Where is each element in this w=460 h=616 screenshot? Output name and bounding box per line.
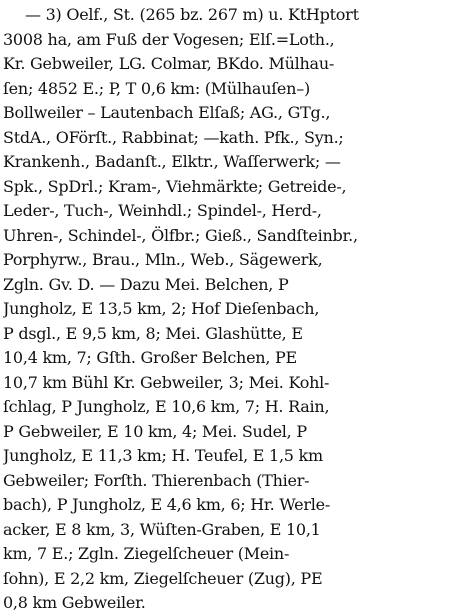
entry-line: Bollweiler – Lautenbach Elſaß; AG., GTg., <box>3 103 331 122</box>
entry-line: Leder-, Tuch-, Weinhdl.; Spindel-, Herd-, <box>3 201 322 220</box>
entry-line: Gebweiler; Forſth. Thierenbach (Thier- <box>3 470 310 490</box>
entry-line: Krankenh., Badanſt., Elktr., Waſſerwerk; — <box>3 152 341 171</box>
entry-line: P dsgl., E 9,5 km, 8; Mei. Glashütte, E <box>3 323 303 343</box>
entry-line: 0,8 km Gebweiler. <box>3 593 146 612</box>
entry-line: ſohn), E 2,2 km, Ziegelſcheuer (Zug), PE <box>3 568 323 588</box>
entry-line: ſen; 4852 E.; P, T 0,6 km: (Mülhauſen–) <box>3 78 310 98</box>
entry-line: Kr. Gebweiler, LG. Colmar, BKdo. Mülhau- <box>3 54 335 73</box>
entry-line: acker, E 8 km, 3, Wüſten-Graben, E 10,1 <box>3 519 321 539</box>
entry-line: 10,7 km Bühl Kr. Gebweiler, 3; Mei. Kohl- <box>3 372 330 392</box>
entry-line: Porphyrw., Brau., Mln., Web., Sägewerk, <box>3 250 323 269</box>
entry-line: Uhren-, Schindel-, Ölfbr.; Gieß., Sandſteinbr., <box>3 225 358 245</box>
entry-line: ſchlag, P Jungholz, E 10,6 km, 7; H. Rain, <box>3 397 330 416</box>
entry-line: Spk., SpDrl.; Kram-, Viehmärkte; Getreide-, <box>3 176 347 196</box>
gazetteer-entry <box>3 3 458 616</box>
entry-line: 3008 ha, am Fuß der Vogesen; Elſ.=Loth., <box>3 29 335 49</box>
entry-line: Zgln. Gv. D. — Dazu Mei. Belchen, P <box>3 274 289 294</box>
entry-line: 10,4 km, 7; Gſth. Großer Belchen, PE <box>3 348 297 367</box>
entry-line: bach), P Jungholz, E 4,6 km, 6; Hr. Werle- <box>3 495 330 514</box>
entry-line: P Gebweiler, E 10 km, 4; Mei. Sudel, P <box>3 421 307 441</box>
entry-line: StdA., OFörſt., Rabbinat; —kath. Pfk., Syn.; <box>3 127 344 147</box>
entry-line: — 3) Oelf., St. (265 bz. 267 m) u. KtHptort <box>25 5 359 24</box>
entry-line: km, 7 E.; Zgln. Ziegelſcheuer (Mein- <box>3 544 290 563</box>
entry-line: Jungholz, E 13,5 km, 2; Hof Dieſenbach, <box>3 299 320 318</box>
entry-line: Jungholz, E 11,3 km; H. Teufel, E 1,5 km <box>3 446 323 465</box>
